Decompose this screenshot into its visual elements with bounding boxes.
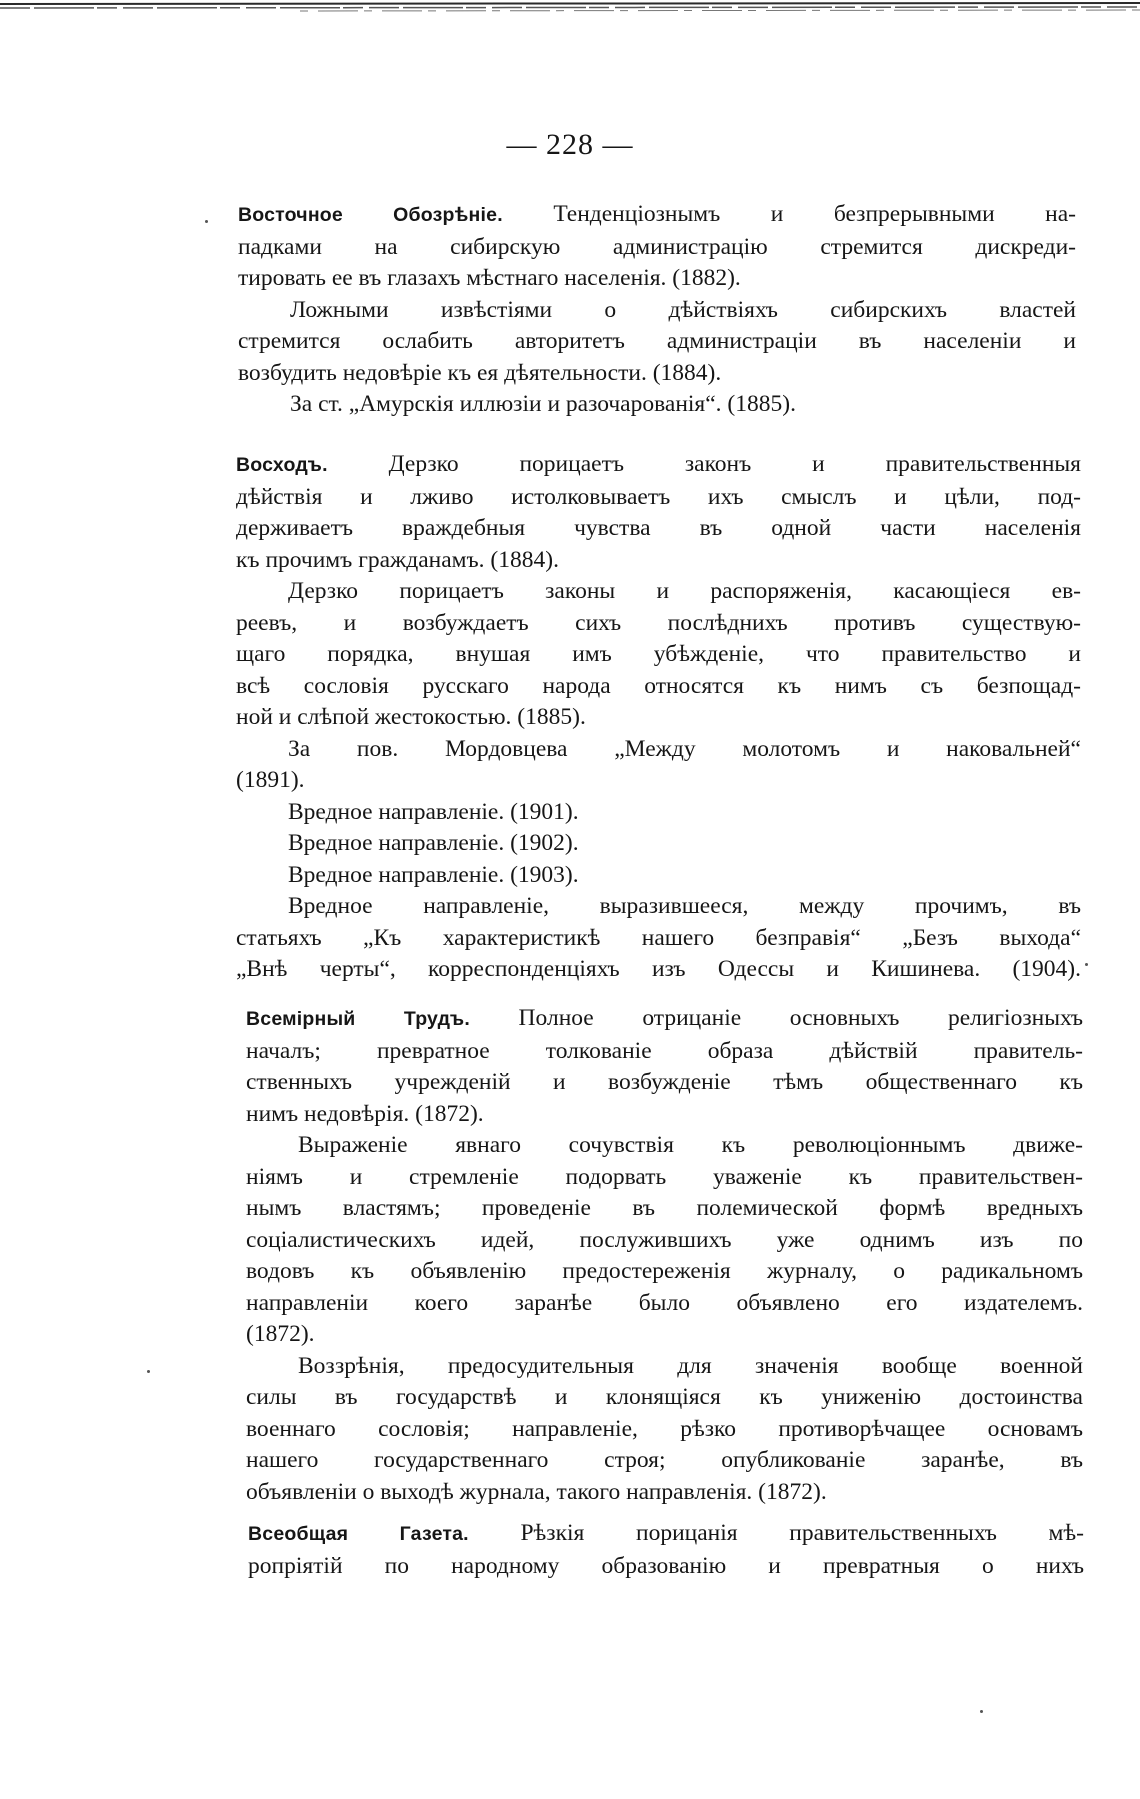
entry-title: Всемірный Трудъ. [246,1008,470,1030]
scan-speck [205,220,208,223]
entry-vsemirny-trud [246,1003,1083,1508]
entry-text: Полное отрицаніе основныхъ религіозныхъ [469,1005,1083,1031]
text-line: направленіи коего заранѣе было объявлено его издателемъ. [246,1289,1083,1316]
text-line: щаго порядка, внушая имъ убѣжденіе, что правительство и [236,641,1081,667]
text-line: дѣйствія и лживо истолковываетъ ихъ смыслъ и цѣли, под- [236,483,1081,510]
text-line: ственныхъ учрежденій и возбужденіе тѣмъ общественнаго къ [246,1069,1083,1095]
text-line: Вредное направленіе, выразившееся, между прочимъ, въ [288,893,1081,919]
text-line: ной и слѣпой жестокостью. (1885). [236,704,586,730]
entry-title: Восточное Обозрѣніе. [238,204,503,226]
text-line: ніямъ и стремленіе подорвать уваженіе къ правительствен- [246,1163,1083,1190]
entry-heading-line [248,1518,1084,1551]
text-line: силы въ государствѣ и клонящіяся къ униженію достоинства [246,1384,1083,1410]
scan-top-edge-rule [0,0,1140,14]
entry-vseobshchaya-gazeta [248,1518,1084,1582]
text-line: (1891). [236,767,305,793]
text-line: держиваетъ враждебныя чувства въ одной части населенія [236,515,1081,541]
text-line: водовъ къ объявленію предостереженія журналу, о радикальномъ [246,1258,1083,1284]
entry-heading-line [236,449,1081,482]
text-line: стремится ослабить авторитетъ администраціи въ населеніи и [238,328,1076,354]
text-line: „Внѣ черты“, корреспонденціяхъ изъ Одессы и Кишинева. (1904). [236,956,1081,982]
text-line: нымъ властямъ; проведеніе въ полемической формѣ вредныхъ [246,1195,1083,1221]
text-line: Вредное направленіе. (1901). [288,798,579,825]
text-line: нашего государственнаго строя; опубликованіе заранѣе, въ [246,1447,1083,1473]
text-line: всѣ сословія русскаго народа относятся къ нимъ съ безпощад- [236,672,1081,699]
entry-title: Всеобщая Газета. [248,1523,469,1545]
entry-text: Тенденціознымъ и безпрерывными на- [502,201,1076,227]
text-line: къ прочимъ гражданамъ. (1884). [236,546,559,573]
text-line: За ст. „Амурскія иллюзіи и разочарованія“. (1885). [290,391,796,417]
text-line: Дерзко порицаетъ законы и распоряженія, касающіеся ев- [288,578,1081,604]
text-line: возбудить недовѣріе къ ея дѣятельности. (1884). [238,359,722,386]
text-line: нимъ недовѣрія. (1872). [246,1100,484,1127]
page-number: — 228 — [506,128,634,161]
entry-heading-line [238,199,1076,232]
text-line: Вредное направленіе. (1903). [288,861,579,888]
text-line: ропріятій по народному образованію и превратныя о нихъ [248,1552,1084,1579]
text-line: За пов. Мордовцева „Между молотомъ и наковальней“ [288,735,1081,762]
text-line: военнаго сословія; направленіе, рѣзко противорѣчащее основамъ [246,1415,1083,1442]
entry-text: Рѣзкія порицанія правительственныхъ мѣ- [468,1520,1084,1546]
text-line: объявленіи о выходѣ журнала, такого направленія. (1872). [246,1478,827,1505]
text-line: (1872). [246,1321,315,1347]
entry-title: Восходъ. [236,454,328,476]
scan-speck [147,1370,150,1373]
entry-vostochnoe-obozrenie [238,199,1076,421]
scan-speck [980,1710,983,1713]
text-line: началъ; превратное толкованіе образа дѣйствій правитель- [246,1037,1083,1064]
text-line: статьяхъ „Къ характеристикѣ нашего безправія“ „Безъ выхода“ [236,924,1081,951]
text-line: Выраженіе явнаго сочувствія къ революціоннымъ движе- [298,1132,1083,1158]
text-line: Вредное направленіе. (1902). [288,830,579,856]
scan-speck [1085,963,1088,966]
text-line: тировать ее въ глазахъ мѣстнаго населенія. (1882). [238,265,741,291]
text-line: реевъ, и возбуждаетъ сихъ послѣднихъ противъ существую- [236,609,1081,636]
text-line: Ложными извѣстіями о дѣйствіяхъ сибирскихъ властей [290,296,1076,323]
entry-text: Дерзко порицаетъ законъ и правительственныя [327,451,1081,477]
text-line: соціалистическихъ идей, послужившихъ уже однимъ изъ по [246,1226,1083,1253]
text-line: падками на сибирскую администрацію стремится дискреди- [238,233,1076,260]
entry-voskhod [236,449,1081,986]
text-line: Воззрѣнія, предосудительныя для значенія вообще военной [298,1352,1083,1379]
entry-heading-line [246,1003,1083,1036]
